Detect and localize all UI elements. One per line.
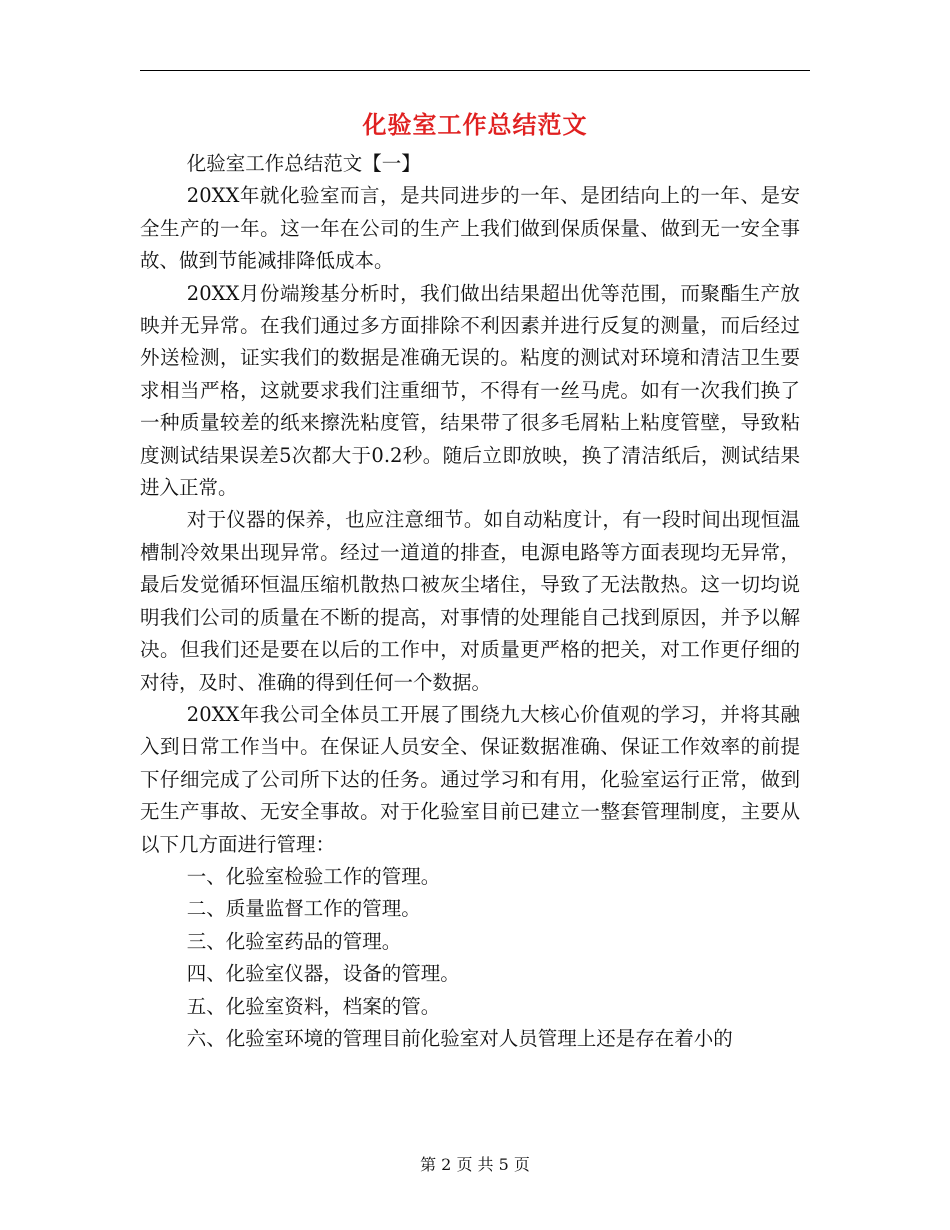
page-number: 第 2 页 共 5 页 [420,1155,530,1174]
document-title: 化验室工作总结范文 [362,110,588,139]
list-item: 四、化验室仪器，设备的管理。 [186,962,460,986]
document-body [140,148,800,1055]
paragraph: 20XX月份端羧基分析时，我们做出结果超出优等范围，而聚酯生产放映并无异常。在我们通过多方面排除不利因素并进行反复的测量，而后经过外送检测，证实我们的数据是准确无误的。粘度的测试对环境和清洁卫生要求相当严格，这就要求我们注重细节，不得有一丝马虎。如有一次我们换了一种质量较差的纸来擦洗粘度管，结果带了很多毛屑粘上粘度管壁，导致粘度测试结果误差5次都大于0.2秒。随后立即放映，换了清洁纸后，测试结果进入正常。 [140,281,800,500]
list-item: 六、化验室环境的管理目前化验室对人员管理上还是存在着小的 [186,1026,733,1050]
list-item: 三、化验室药品的管理。 [186,929,402,953]
list-item: 五、化验室资料，档案的管。 [186,994,441,1018]
list-item: 二、质量监督工作的管理。 [186,897,421,921]
section-heading: 化验室工作总结范文【一】 [186,152,421,175]
header-rule [140,70,810,71]
list-item: 一、化验室检验工作的管理。 [186,864,441,888]
paragraph: 20XX年我公司全体员工开展了围绕九大核心价值观的学习，并将其融入到日常工作当中。在保证人员安全、保证数据准确、保证工作效率的前提下仔细完成了公司所下达的任务。通过学习和有用，化验室运行正常，做到无生产事故、无安全事故。对于化验室目前已建立一整套管理制度，主要从以下几方面进行管理： [140,702,800,856]
paragraph: 20XX年就化验室而言，是共同进步的一年、是团结向上的一年、是安全生产的一年。这一年在公司的生产上我们做到保质保量、做到无一安全事故、做到节能减排降低成本。 [140,184,800,273]
paragraph: 对于仪器的保养，也应注意细节。如自动粘度计，有一段时间出现恒温槽制冷效果出现异常。经过一道道的排查，电源电路等方面表现均无异常，最后发觉循环恒温压缩机散热口被灰尘堵住，导致了无法散热。这一切均说明我们公司的质量在不断的提高，对事情的处理能自己找到原因，并予以解决。但我们还是要在以后的工作中，对质量更严格的把关，对工作更仔细的对待，及时、准确的得到任何一个数据。 [140,508,800,694]
